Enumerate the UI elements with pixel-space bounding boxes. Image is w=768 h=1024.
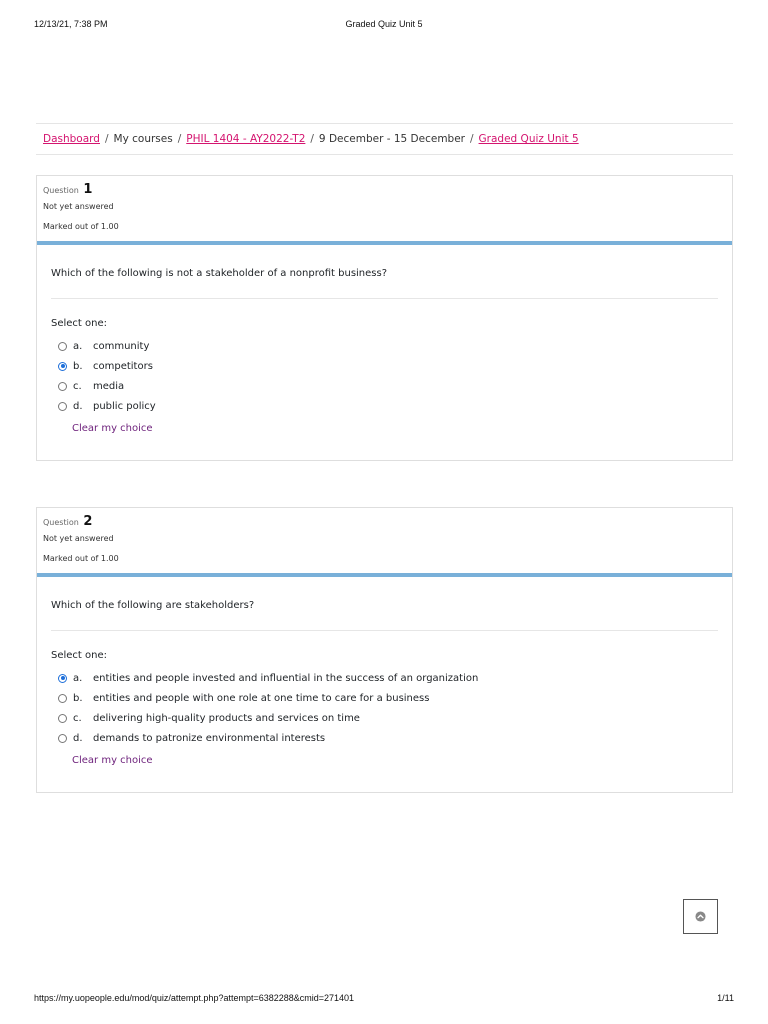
radio-button[interactable] — [58, 402, 67, 411]
question-info — [37, 176, 732, 241]
breadcrumb-course[interactable]: PHIL 1404 - AY2022-T2 — [186, 133, 306, 145]
answer-text: entities and people with one role at one time to care for a business — [93, 692, 430, 704]
answer-option-c[interactable] — [51, 708, 718, 728]
answer-text: media — [93, 380, 125, 392]
radio-button[interactable] — [58, 694, 67, 703]
radio-button[interactable] — [58, 382, 67, 391]
print-page-number: 1/11 — [717, 993, 734, 1003]
answer-letter: a. — [73, 340, 83, 352]
question-number-value: 1 — [83, 182, 93, 197]
print-datetime: 12/13/21, 7:38 PM — [34, 19, 108, 29]
question-state: Not yet answered — [43, 534, 114, 543]
answer-letter: c. — [73, 712, 82, 724]
question-grade: Marked out of 1.00 — [43, 222, 119, 231]
answer-text: demands to patronize environmental interests — [93, 732, 326, 744]
breadcrumb-separator: / — [104, 133, 109, 145]
breadcrumb-separator: / — [177, 133, 182, 145]
answer-option-d[interactable] — [51, 396, 718, 416]
breadcrumb-my-courses: My courses — [113, 133, 173, 145]
question-label: Question — [43, 518, 79, 527]
breadcrumb-quiz[interactable]: Graded Quiz Unit 5 — [478, 133, 579, 145]
answer-option-c[interactable] — [51, 376, 718, 396]
answer-letter: a. — [73, 672, 83, 684]
breadcrumb-week: 9 December - 15 December — [318, 133, 465, 145]
radio-button-selected[interactable] — [58, 674, 67, 683]
select-prompt: Select one: — [51, 650, 108, 661]
answer-text: delivering high-quality products and services on time — [93, 712, 360, 724]
chevron-up-icon — [695, 907, 706, 926]
question-grade: Marked out of 1.00 — [43, 554, 119, 563]
answer-text: public policy — [93, 400, 156, 412]
answer-letter: b. — [73, 692, 83, 704]
print-footer — [34, 993, 734, 1005]
breadcrumb-dashboard[interactable]: Dashboard — [43, 133, 100, 145]
answer-text: entities and people invested and influential in the success of an organization — [93, 672, 479, 684]
question-text: Which of the following are stakeholders? — [51, 600, 255, 611]
answer-option-b[interactable] — [51, 688, 718, 708]
radio-button[interactable] — [58, 342, 67, 351]
question-formulation — [37, 577, 732, 767]
answer-option-b[interactable] — [51, 356, 718, 376]
answer-option-d[interactable] — [51, 728, 718, 748]
breadcrumb-separator: / — [470, 133, 474, 145]
question-text: Which of the following is not a stakeholder of a nonprofit business? — [51, 268, 388, 279]
radio-button[interactable] — [58, 714, 67, 723]
scroll-to-top-button[interactable] — [683, 899, 718, 934]
print-url: https://my.uopeople.edu/mod/quiz/attempt.php?attempt=6382288&cmid=271401 — [34, 993, 355, 1003]
answer-option-a[interactable] — [51, 668, 718, 688]
answer-list — [51, 336, 718, 416]
question-2 — [36, 507, 733, 793]
question-info — [37, 508, 732, 573]
question-formulation — [37, 245, 732, 435]
answer-letter: d. — [73, 732, 83, 744]
answer-letter: c. — [73, 380, 82, 392]
radio-button[interactable] — [58, 734, 67, 743]
divider — [51, 298, 718, 299]
question-1 — [36, 175, 733, 461]
question-state: Not yet answered — [43, 202, 114, 211]
clear-choice-link[interactable]: Clear my choice — [72, 755, 153, 766]
clear-choice-link[interactable]: Clear my choice — [72, 423, 153, 434]
print-title: Graded Quiz Unit 5 — [345, 19, 423, 29]
print-header — [34, 19, 734, 31]
question-number-value: 2 — [83, 514, 93, 529]
answer-text: competitors — [93, 360, 153, 372]
question-number — [43, 181, 726, 198]
answer-list — [51, 668, 718, 748]
question-number — [43, 513, 726, 530]
answer-option-a[interactable] — [51, 336, 718, 356]
answer-text: community — [93, 340, 150, 352]
select-prompt: Select one: — [51, 318, 108, 329]
radio-button-selected[interactable] — [58, 362, 67, 371]
divider — [51, 630, 718, 631]
answer-letter: d. — [73, 400, 83, 412]
question-label: Question — [43, 186, 79, 195]
answer-letter: b. — [73, 360, 83, 372]
breadcrumb — [36, 123, 733, 155]
breadcrumb-separator: / — [310, 133, 314, 145]
